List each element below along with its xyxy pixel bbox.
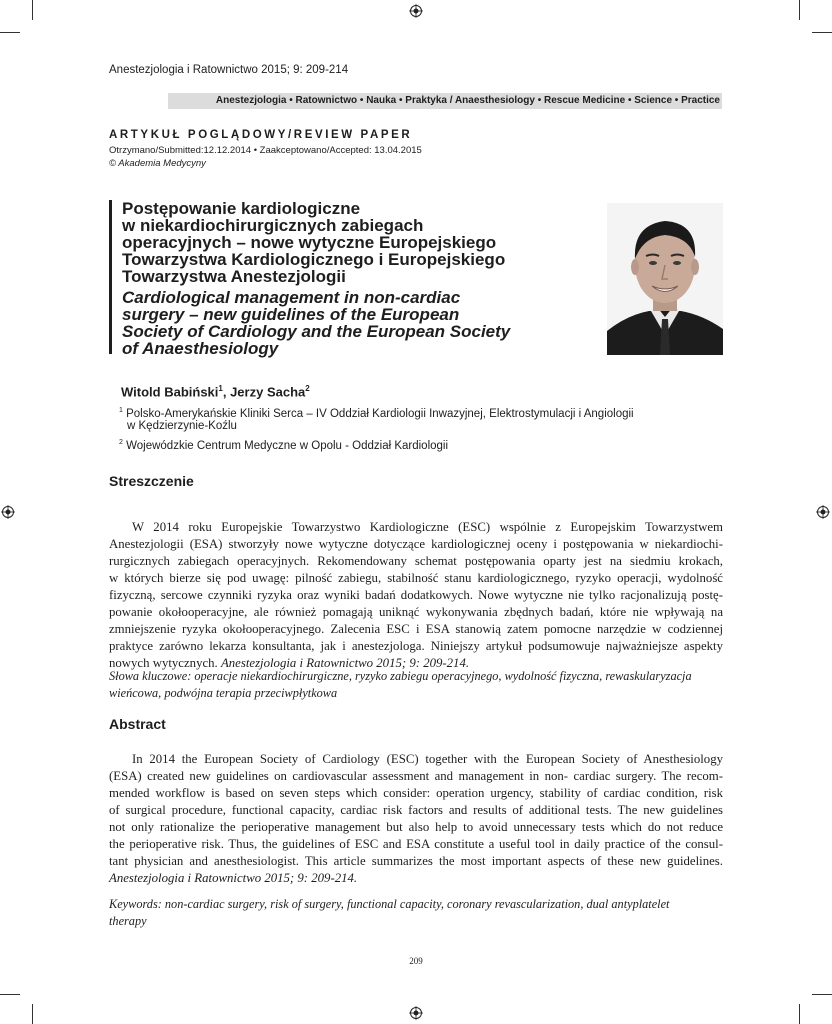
text-line: rurgicznych zabiegach operacyjnych. Rekomendowany schemat postępowania oparty jest na siedmiu krokach, [109,554,723,568]
text-line: the perioperative risk. Thus, the guidelines of ESC and ESA constitute a useful tool in daily practice of the consul- [109,837,723,851]
title-polish-line: Postępowanie kardiologiczne [122,199,361,218]
keywords-line: wieńcowa, podwójna terapia przeciwpłytkowa [109,686,338,700]
text-line: tant physician and anesthesiologist. This article summarizes the most important aspects of these new guidelines. [109,854,723,868]
title-polish-line: w niekardiochirurgicznych zabiegach [122,216,424,235]
citation: Anestezjologia i Ratownictwo 2015; 9: 209-214. [109,871,358,885]
registration-mark-icon [409,4,423,18]
copyright: © Akademia Medycyny [109,158,206,169]
crop-mark [812,994,832,995]
text-line: powanie okołooperacyjne, ale również pomagają uniknąć wykonywania zbędnych badań, które nie wpływają na [109,605,723,619]
crop-mark [812,32,832,33]
streszczenie-body [109,519,723,672]
author-list [121,384,310,399]
journal-citation: Anestezjologia i Ratownictwo 2015; 9: 209-214 [109,64,349,76]
submission-dates: Otrzymano/Submitted:12.12.2014 • Zaakceptowano/Accepted: 13.04.2015 [109,145,422,156]
text-line: fizyczną, sercowe czynniki ryzyka oraz wyniki badań dodatkowych. Nowe wytyczne nie tylko racjonalizują postę- [109,588,723,602]
keywords-polish [109,668,723,702]
author-photo [607,203,723,355]
text-line: not only rationalize the perioperative management but also help to avoid unnecessary tests which do not reduce [109,820,723,834]
affiliation-number: 1 [119,407,123,414]
registration-mark-icon [1,505,15,519]
affiliation-text: Wojewódzkie Centrum Medyczne w Opolu - Oddział Kardiologii [126,439,449,452]
affiliation-text: Polsko-Amerykańskie Kliniki Serca – IV Oddział Kardiologii Inwazyjnej, Elektrostymulacji i Angiologii [126,407,634,420]
keywords-line: Słowa kluczowe: operacje niekardiochirurgiczne, ryzyko zabiegu operacyjnego, wydolność fizyczna, rewaskularyzacja [109,669,692,683]
title-block [109,199,599,358]
registration-mark-icon [409,1006,423,1020]
text-line: W 2014 roku Europejskie Towarzystwo Kardiologiczne (ESC) wspólnie z Europejskim Towarzystwem [132,520,723,534]
keywords-line: therapy [109,914,147,928]
title-english-line: surgery – new guidelines of the European [122,305,460,324]
text-line: w których bierze się pod uwagę: pilność zabiegu, stabilność stanu kardiologicznego, ryzyko operacji, wydolność [109,571,723,585]
streszczenie-heading: Streszczenie [109,473,194,489]
author-affiliation-ref: 1 [218,384,223,393]
text-line: of surgical procedure, functional capacity, cardiac risk factors and results of additional tests. The new guidelines [109,803,723,817]
author-name: Jerzy Sacha [230,384,306,400]
abstract-heading: Abstract [109,716,166,732]
text-line: In 2014 the European Society of Cardiology (ESC) together with the European Society of Anesthesiology [132,752,723,766]
title-polish-line: operacyjnych – nowe wytyczne Europejskiego [122,233,497,252]
crop-mark [32,0,33,20]
journal-banner: Anestezjologia • Ratownictwo • Nauka • Praktyka / Anaesthesiology • Rescue Medicine • Science • Practice [168,93,722,109]
keywords-english [109,896,723,930]
crop-mark [32,1004,33,1024]
text-line-end: nowych wytycznych. [109,656,218,670]
affiliation-number: 2 [119,439,123,446]
author-name: Witold Babiński [121,384,219,400]
crop-mark [799,0,800,20]
title-polish-line: Towarzystwa Kardiologicznego i Europejskiego [122,250,506,269]
author-separator: , [222,384,231,400]
crop-mark [0,994,20,995]
affiliation [119,434,448,455]
registration-mark-icon [816,505,830,519]
crop-mark [0,32,20,33]
title-english-line: Society of Cardiology and the European Society [122,322,511,341]
text-line: praktyce zarówno lekarza konsultanta, jak i anestezjologa. Niniejszy artykuł podsumowuje najważniejsze aspekty [109,639,723,653]
text-line: Anestezjologii (ESA) stworzyły nowe wytyczne dotyczące kardiologicznej oceny i postępowania w niekardiochi- [109,537,723,551]
page-number: 209 [409,956,423,966]
citation: Anestezjologia i Ratownictwo 2015; 9: 209-214. [220,656,470,670]
affiliation-continued: w Kędzierzynie-Koźlu [127,420,237,432]
title-english-line: Cardiological management in non-cardiac [122,288,461,307]
article-type: ARTYKUŁ POGLĄDOWY/REVIEW PAPER [109,129,413,141]
crop-mark [799,1004,800,1024]
abstract-body [109,751,723,887]
text-line: (ESA) created new guidelines on cardiovascular assessment and management in non- cardiac surgery. The recom- [109,769,723,783]
author-affiliation-ref: 2 [305,384,310,393]
text-line: zmniejszenie ryzyka okołooperacyjnego. Zalecenia ESC i ESA stanowią zatem pomocne narzędzie w codziennej [109,622,723,636]
title-polish-line: Towarzystwa Anestezjologii [122,267,346,286]
keywords-line: Keywords: non-cardiac surgery, risk of surgery, functional capacity, coronary revascularization, dual antyplatelet [109,897,670,911]
title-english-line: of Anaesthesiology [122,339,279,358]
text-line: mended workflow is based on seven steps which consider: operation urgency, stability of cardiac condition, risk [109,786,723,800]
